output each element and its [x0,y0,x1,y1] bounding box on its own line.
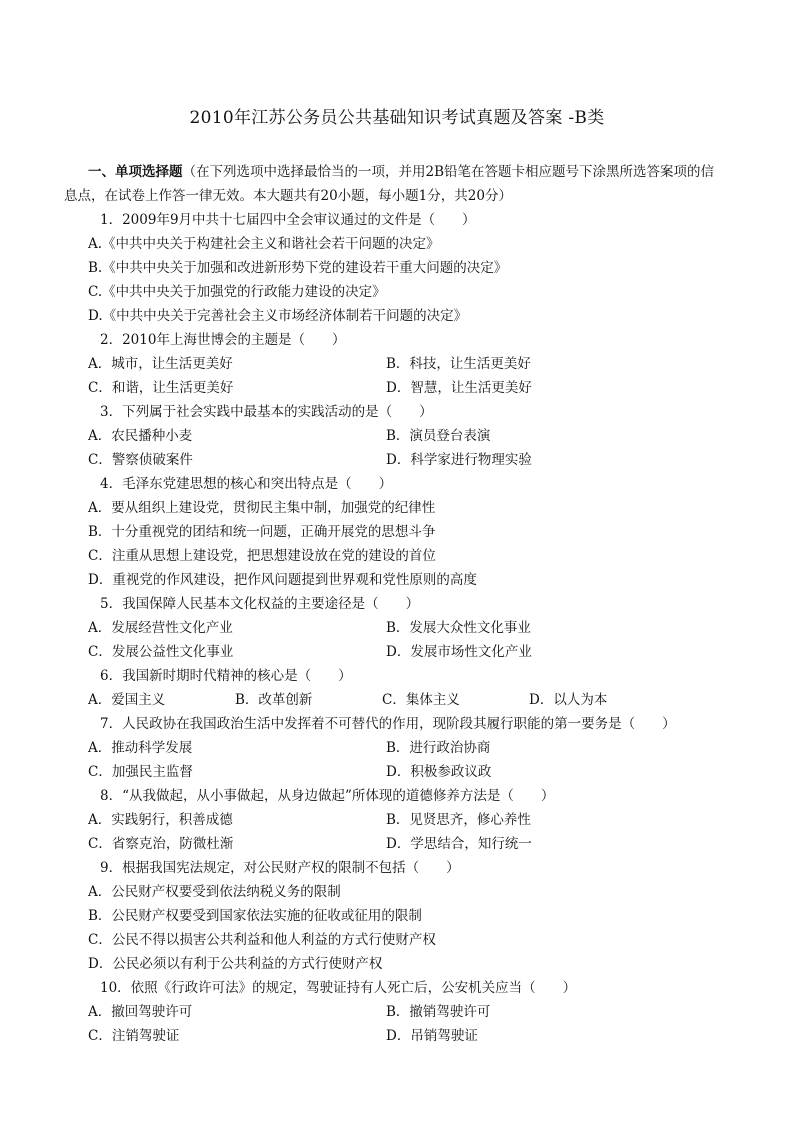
question-option: B．公民财产权要受到国家依法实施的征收或征用的限制 [88,908,422,924]
question-option: B.《中共中央关于加强和改进新形势下党的建设若干重大问题的决定》 [88,260,508,276]
question-option: A.《中共中央关于构建社会主义和谐社会若干问题的决定》 [88,236,440,252]
question-option: C.《中共中央关于加强党的行政能力建设的决定》 [88,284,386,300]
question-option: C．警察侦破案件 [88,452,193,468]
option-row [88,832,718,856]
question-option: B．演员登台表演 [386,428,491,444]
question-option: B．十分重视党的团结和统一问题，正确开展党的思想斗争 [88,524,436,540]
option-row [88,424,718,448]
question-option: D．积极参政议政 [386,764,492,780]
option-row [88,808,718,832]
question-option: C．注重从思想上建设党，把思想建设放在党的建设的首位 [88,548,436,564]
question-stem: 5．我国保障人民基本文化权益的主要途径是（ ） [100,596,420,612]
question-option: A．撤回驾驶许可 [88,1004,193,1020]
option-row [88,640,718,664]
question-option: A．公民财产权要受到依法纳税义务的限制 [88,884,341,900]
option-row [88,760,718,784]
question-option: B．进行政治协商 [386,740,491,756]
section-heading: 一、单项选择题 [88,164,183,180]
section-instructions-2: 息点，在试卷上作答一律无效。本大题共有20小题，每小题1分，共20分） [64,188,512,204]
question-option: B．撤销驾驶许可 [386,1004,491,1020]
question-option: D．科学家进行物理实验 [386,452,532,468]
question-option: C．和谐，让生活更美好 [88,380,234,396]
question-option: B．改革创新 [235,692,313,708]
option-row [88,352,718,376]
question-option: B．发展大众性文化事业 [386,620,531,636]
question-option: A．要从组织上建设党，贯彻民主集中制，加强党的纪律性 [88,500,436,516]
question-stem: 2．2010年上海世博会的主题是（ ） [100,332,346,348]
question-stem: 1．2009年9月中共十七届四中全会审议通过的文件是（ ） [100,212,476,228]
question-option: D．智慧，让生活更美好 [386,380,532,396]
question-list [88,208,718,1048]
question-option: D．重视党的作风建设，把作风问题提到世界观和党性原则的高度 [88,572,477,588]
question-option: D．公民必须以有利于公共利益的方式行使财产权 [88,956,383,972]
question-option: C．集体主义 [382,692,460,708]
question-option: B．见贤思齐，修心养性 [386,812,531,828]
question-option: C．发展公益性文化事业 [88,644,234,660]
question-option: A．实践躬行，积善成德 [88,812,233,828]
section-intro [64,160,718,208]
option-row [88,616,718,640]
question-option: A．推动科学发展 [88,740,193,756]
question-option: C．省察克治，防微杜渐 [88,836,234,852]
option-row [88,1000,718,1024]
option-row [88,1024,718,1048]
question-stem: 7．人民政协在我国政治生活中发挥着不可替代的作用，现阶段其履行职能的第一要务是（ ） [100,716,676,732]
question-stem: 6．我国新时期时代精神的核心是（ ） [100,668,352,684]
option-row [88,736,718,760]
question-option: C．公民不得以损害公共利益和他人利益的方式行使财产权 [88,932,436,948]
question-stem: 3．下列属于社会实践中最基本的实践活动的是（ ） [100,404,433,420]
option-row [88,688,718,712]
option-row [88,376,718,400]
question-option: D.《中共中央关于完善社会主义市场经济体制若干问题的决定》 [88,308,468,324]
question-stem: 10．依照《行政许可法》的规定，驾驶证持有人死亡后，公安机关应当（ ） [100,980,577,996]
section-instructions-1: （在下列选项中选择最恰当的一项，并用2B铅笔在答题卡相应题号下涂黑所选答案项的信 [182,164,715,180]
question-option: D．学思结合，知行统一 [386,836,532,852]
question-option: C．加强民主监督 [88,764,193,780]
question-stem: 4．毛泽东党建思想的核心和突出特点是（ ） [100,476,393,492]
question-option: D．发展市场性文化产业 [386,644,532,660]
question-option: B．科技，让生活更美好 [386,356,531,372]
question-option: A．爱国主义 [88,692,166,708]
document-title: 2010年江苏公务员公共基础知识考试真题及答案 -B类 [189,108,605,128]
option-row [88,448,718,472]
question-option: A．城市，让生活更美好 [88,356,233,372]
question-option: A．发展经营性文化产业 [88,620,233,636]
question-option: D．以人为本 [529,692,608,708]
question-option: C．注销驾驶证 [88,1028,180,1044]
question-option: A．农民播种小麦 [88,428,193,444]
question-stem: 9．根据我国宪法规定，对公民财产权的限制不包括（ ） [100,860,460,876]
question-option: D．吊销驾驶证 [386,1028,478,1044]
question-stem: 8．“从我做起，从小事做起，从身边做起”所体现的道德修养方法是（ ） [100,788,555,804]
